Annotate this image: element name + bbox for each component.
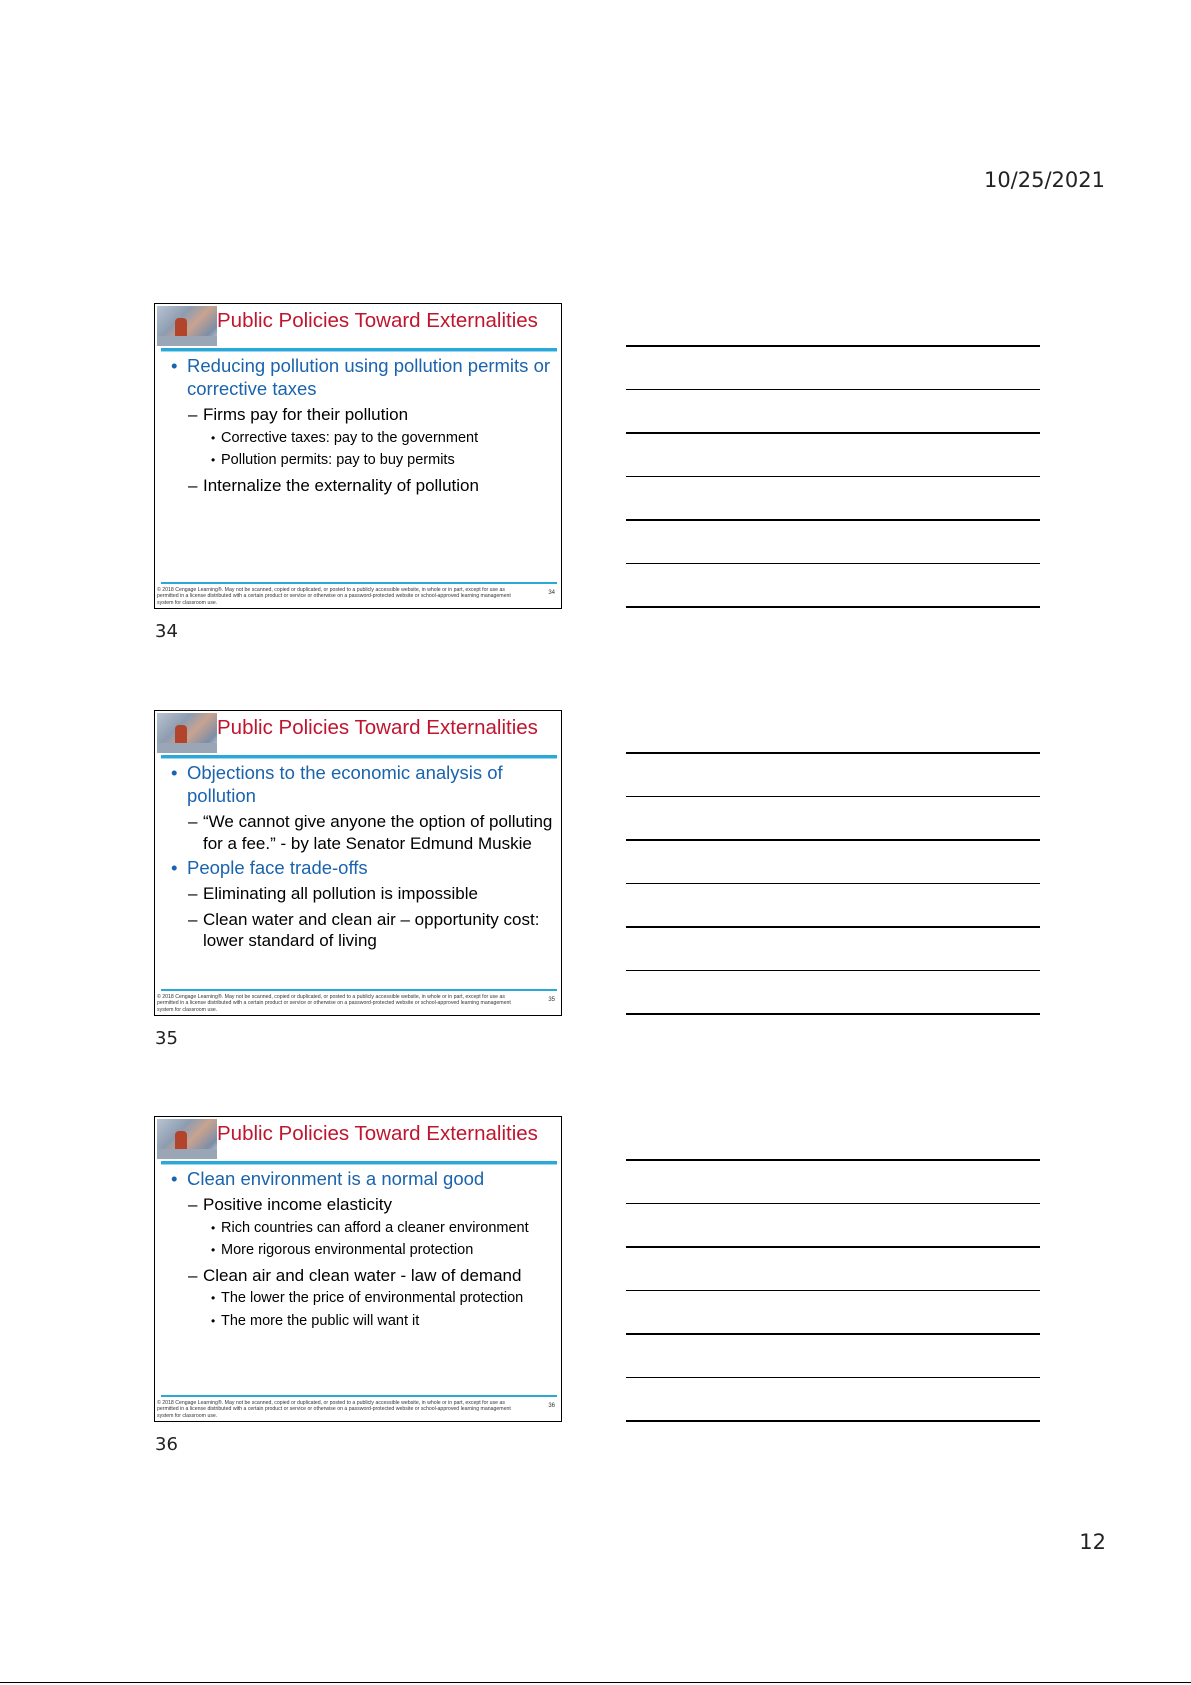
slide-number: 35 [548,997,555,1003]
slide-content [163,759,555,952]
slide-block-34 [154,303,564,642]
note-line [626,1420,1040,1422]
footer-rule [161,582,557,584]
note-line [626,839,1040,841]
copyright-notice: © 2018 Cengage Learning®. May not be scanned, copied or duplicated, or posted to a publicly accessible website, in whole or in part, except for use as permitted in a license distributed with a certain product or service or otherwise on a password-protected website or school-approved learning management system for classroom use. [157,1400,511,1419]
bullet-level-2: – “We cannot give anyone the option of polluting for a fee.” - by late Senator Edmund Muskie [163,811,555,854]
slide-header-image [157,1119,217,1159]
slide-content [163,1165,555,1331]
title-rule [161,1161,557,1164]
bullet-level-2: – Firms pay for their pollution [163,404,555,426]
note-line [626,1377,1040,1379]
note-line [626,389,1040,391]
bullet-level-3: • Rich countries can afford a cleaner environment [163,1219,555,1239]
page-number: 12 [1079,1530,1106,1554]
bullet-level-1: • People face trade-offs [163,856,555,879]
bullet-level-2: – Positive income elasticity [163,1194,555,1216]
bullet-level-1: • Reducing pollution using pollution permits or corrective taxes [163,354,555,400]
note-line [626,970,1040,972]
note-line [626,883,1040,885]
slide-thumbnail [154,303,562,609]
bullet-level-1: • Objections to the economic analysis of pollution [163,761,555,807]
note-line [626,1290,1040,1292]
note-line [626,926,1040,928]
note-line [626,1333,1040,1335]
footer-rule [161,1395,557,1397]
note-line [626,432,1040,434]
slide-title: Public Policies Toward Externalities [217,716,538,739]
slide-content [163,352,555,496]
bullet-level-2: – Internalize the externality of pollution [163,475,555,497]
notes-lines-36 [626,1159,1040,1464]
print-date: 10/25/2021 [983,168,1105,192]
bullet-level-3: • The more the public will want it [163,1312,555,1332]
slide-label: 34 [155,621,178,642]
note-line [626,1159,1040,1161]
bullet-level-3: • Pollution permits: pay to buy permits [163,451,555,471]
slide-label: 36 [155,1434,178,1455]
slide-header-image [157,713,217,753]
bullet-level-2: – Clean water and clean air – opportunity cost: lower standard of living [163,909,555,952]
copyright-notice: © 2018 Cengage Learning®. May not be scanned, copied or duplicated, or posted to a publicly accessible website, in whole or in part, except for use as permitted in a license distributed with a certain product or service or otherwise on a password-protected website or school-approved learning management system for classroom use. [157,587,511,606]
title-rule [161,755,557,758]
slide-thumbnail [154,710,562,1016]
note-line [626,796,1040,798]
note-line [626,563,1040,565]
slide-label: 35 [155,1028,178,1049]
bullet-level-1: • Clean environment is a normal good [163,1167,555,1190]
slide-thumbnail [154,1116,562,1422]
note-line [626,1246,1040,1248]
slide-number: 34 [548,590,555,596]
slide-number: 36 [548,1403,555,1409]
slide-header-image [157,306,217,346]
note-line [626,1013,1040,1015]
copyright-notice: © 2018 Cengage Learning®. May not be scanned, copied or duplicated, or posted to a publicly accessible website, in whole or in part, except for use as permitted in a license distributed with a certain product or service or otherwise on a password-protected website or school-approved learning management system for classroom use. [157,994,511,1013]
slide-title: Public Policies Toward Externalities [217,1122,538,1145]
note-line [626,606,1040,608]
bullet-level-2: – Clean air and clean water - law of demand [163,1265,555,1287]
slide-block-35 [154,710,564,1049]
note-line [626,345,1040,347]
note-line [626,519,1040,521]
bullet-level-3: • Corrective taxes: pay to the government [163,429,555,449]
notes-lines-35 [626,752,1040,1057]
slide-title: Public Policies Toward Externalities [217,309,538,332]
footer-rule [161,989,557,991]
bullet-level-3: • The lower the price of environmental protection [163,1289,555,1309]
note-line [626,476,1040,478]
bullet-level-3: • More rigorous environmental protection [163,1241,555,1261]
note-line [626,1203,1040,1205]
notes-lines-34 [626,345,1040,650]
bullet-level-2: – Eliminating all pollution is impossible [163,883,555,905]
page-bottom-rule [0,1682,1191,1683]
slide-block-36 [154,1116,564,1455]
title-rule [161,348,557,351]
note-line [626,752,1040,754]
